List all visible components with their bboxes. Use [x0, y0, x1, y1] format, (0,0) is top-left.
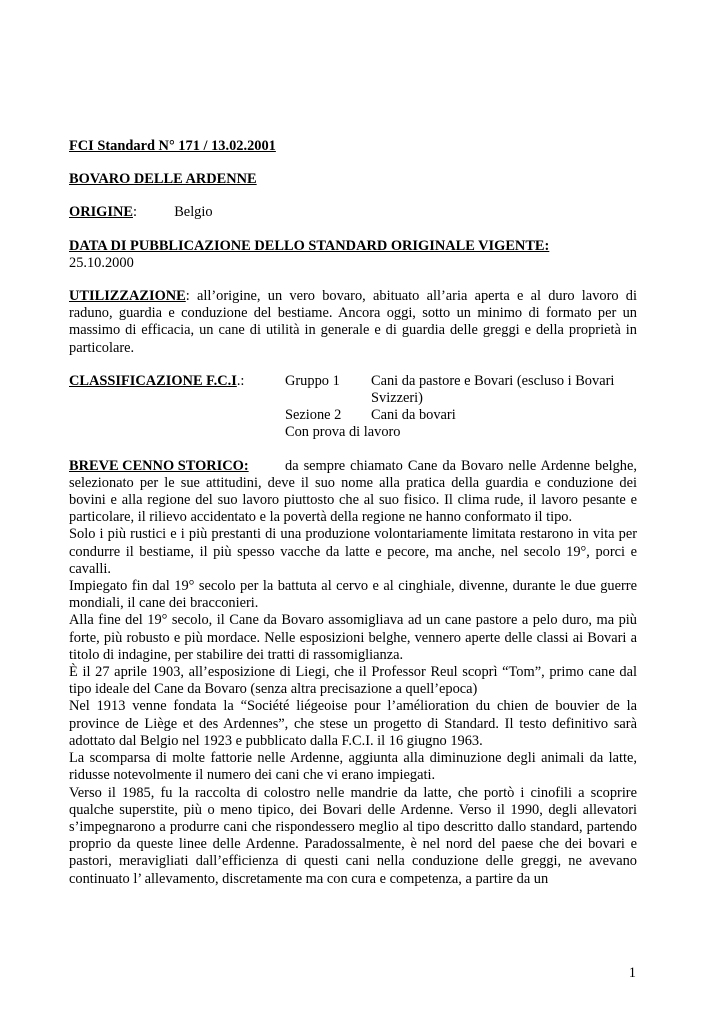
- section-label: Sezione 2: [285, 407, 342, 424]
- history-paragraph: Solo i più rustici e i più prestanti di una produzione volontariamente limitata restarono in vita per condurre il bestiame, il più spesso vacche da latte e pecore, ma anche, nel secolo 19°, porci e cavalli.: [69, 526, 637, 577]
- page-number: 1: [628, 965, 636, 981]
- group-label: Gruppo 1: [285, 372, 340, 389]
- history-label: BREVE CENNO STORICO:: [69, 457, 249, 474]
- history-paragraph: Impiegato fin dal 19° secolo per la battuta al cervo e al cinghiale, divenne, durante le due guerre mondiali, il cane dei bracconieri.: [69, 578, 637, 612]
- utilization-text: : all’origine, un vero bovaro, abituato all’aria aperta e al duro lavoro di raduno, guardia e conduzione del bestiame. Ancora oggi, sotto un minimo di formato per un massimo di efficacia, un cane di utilità in generale e di guardia delle greggi e della proprietà in particolare.: [69, 288, 637, 356]
- history-section: [69, 458, 637, 888]
- history-paragraph: Alla fine del 19° secolo, il Cane da Bovaro assomigliava ad un cane pastore a pelo duro, ma più forte, più robusto e più mordace. Nelle esposizioni belghe, vennero aperte delle classi ai Bovari a titolo di indagine, per stabilire dei tratti di rassomiglianza.: [69, 612, 637, 663]
- standard-reference: FCI Standard N° 171 / 13.02.2001: [69, 138, 276, 154]
- utilization-label: UTILIZZAZIONE: [69, 288, 186, 305]
- classification-suffix: .:: [236, 372, 245, 389]
- publication-date: 25.10.2000: [69, 254, 134, 271]
- history-paragraph: Nel 1913 venne fondata la “Société liégeoise pour l’amélioration du chien de bouvier de la province de Liège et des Ardennes”, che stese un progetto di Standard. Il testo definitivo sarà adottato dal Belgio nel 1923 e pubblicato dalla F.C.I. il 16 giugno 1963.: [69, 698, 637, 749]
- breed-title: BOVARO DELLE ARDENNE: [69, 171, 257, 188]
- history-paragraph: Verso il 1985, fu la raccolta di colostro nelle mandrie da latte, che portò i cinofili a scoprire qualche superstite, più o meno tipico, dei Bovari delle Ardenne. Verso il 1990, degli allevatori s’impegnarono a produrre cani che rispondessero meglio al tipo descritto dallo standard, partendo proprio da queste linee delle Ardenne. Paradossalmente, è nel nord del paese che dei bovari e pastori, meravigliati dall’efficienza di questi cani nella conduzione delle greggi, ne avevano continuato l’ allevamento, discretamente ma con cura e competenza, a partire da un: [69, 784, 637, 887]
- origin-value: Belgio: [174, 204, 213, 221]
- group-value: Cani da pastore e Bovari (escluso i Bovari Svizzeri): [371, 372, 615, 407]
- document-body: [69, 138, 637, 888]
- origin-colon: :: [132, 204, 137, 221]
- classification-heading: [69, 373, 285, 407]
- history-paragraph: La scomparsa di molte fattorie nelle Ardenne, aggiunta alla diminuzione degli animali da latte, ridusse notevolmente il numero dei cani che vi erano impiegati.: [69, 750, 637, 784]
- classification-block: [69, 373, 637, 442]
- work-trial: Con prova di lavoro: [285, 424, 401, 441]
- section-value: Cani da bovari: [371, 407, 456, 424]
- utilization-paragraph: [69, 288, 637, 357]
- history-paragraph: È il 27 aprile 1903, all’esposizione di Liegi, che il Professor Reul scoprì “Tom”, primo cane dal tipo ideale del Cane da Bovaro (senza altra precisazione a quell’epoca): [69, 664, 637, 698]
- origin-label: ORIGINE: [69, 204, 133, 221]
- history-paragraph: BREVE CENNO STORICO: da sempre chiamato Cane da Bovaro nelle Ardenne belghe, selezionato per le sue attitudini, deve il suo nome alla pratica della guardia e conduzione dei bovini e alla regione del suo lavoro piuttosto che al suo fisico. Il clima rude, il lavoro pesante e particolare, il rilievo accidentato e la povertà della regione ne hanno conformato il tipo.: [69, 457, 637, 526]
- origin-line: [69, 204, 637, 221]
- classification-label: CLASSIFICAZIONE F.C.I: [69, 372, 237, 389]
- publication-label: DATA DI PUBBLICAZIONE DELLO STANDARD ORIGINALE VIGENTE:: [69, 237, 550, 254]
